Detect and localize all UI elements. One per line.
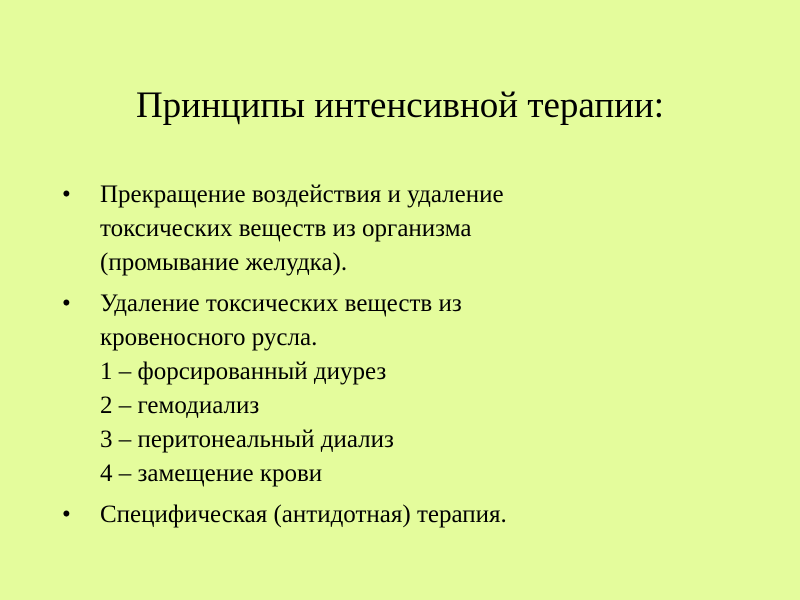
bullet-text-line: Прекращение воздействия и удаление xyxy=(100,181,504,208)
bullet-icon: • xyxy=(62,290,71,317)
bullet-icon: • xyxy=(62,501,71,528)
bullet-item xyxy=(62,178,762,280)
bullet-text-line: 2 – гемодиализ xyxy=(100,392,260,419)
bullet-text-line: кровеносного русла. xyxy=(100,324,318,351)
slide-title: Принципы интенсивной терапии: xyxy=(135,85,665,126)
bullet-text-line: 3 – перитонеальный диализ xyxy=(100,426,394,453)
bullet-item xyxy=(62,498,762,532)
bullet-text-line: токсических веществ из организма xyxy=(100,215,472,242)
bullet-text-line: Удаление токсических веществ из xyxy=(100,290,462,317)
bullet-text-line: 1 – форсированный диурез xyxy=(100,358,387,385)
bullet-item xyxy=(62,287,762,491)
bullet-icon: • xyxy=(62,181,71,208)
bullet-text-line: Специфическая (антидотная) терапия. xyxy=(100,501,507,528)
bullet-list xyxy=(62,178,762,532)
bullet-text-line: (промывание желудка). xyxy=(100,249,348,276)
bullet-text-line: 4 – замещение крови xyxy=(100,460,323,487)
